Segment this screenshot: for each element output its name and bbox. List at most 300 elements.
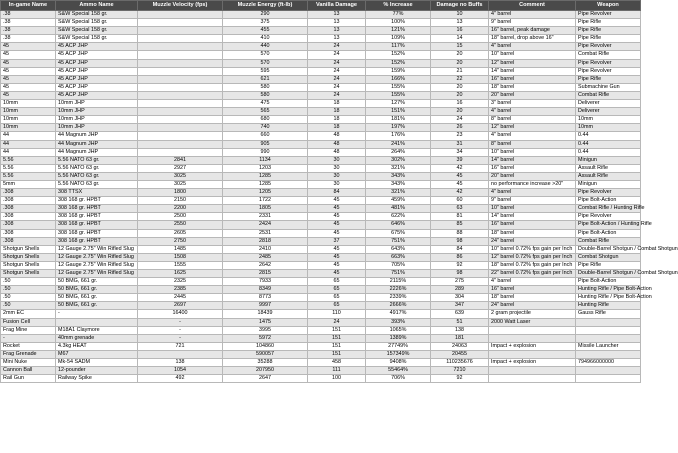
table-cell[interactable]: Pipe Bolt-Action	[576, 278, 641, 286]
table-cell[interactable]: 44	[1, 148, 56, 156]
table-cell[interactable]: 45	[308, 213, 366, 221]
table-cell[interactable]: 12 Gauge 2.75" Win Rifled Slug	[56, 261, 138, 269]
table-cell[interactable]: 740	[223, 124, 308, 132]
table-cell[interactable]: 176%	[366, 132, 431, 140]
table-cell[interactable]: 5.56	[1, 172, 56, 180]
table-cell[interactable]: Rail Gun	[1, 375, 56, 383]
table-cell[interactable]: .308	[1, 205, 56, 213]
table-cell[interactable]: Pipe Rifle	[576, 27, 641, 35]
table-cell[interactable]: 2000 Watt Laser	[489, 318, 576, 326]
table-cell[interactable]: S&W Special 158 gr.	[56, 11, 138, 19]
table-cell[interactable]: 680	[223, 116, 308, 124]
table-cell[interactable]: 794966000000	[576, 359, 641, 367]
table-cell[interactable]: Gauss Rifle	[576, 310, 641, 318]
table-cell[interactable]: Fusion Cell	[1, 318, 56, 326]
table-cell[interactable]: 10" barrel	[489, 51, 576, 59]
table-row[interactable]	[1, 156, 641, 164]
table-cell[interactable]	[489, 326, 576, 334]
table-cell[interactable]: 2226%	[366, 286, 431, 294]
table-row[interactable]	[1, 91, 641, 99]
table-cell[interactable]	[138, 100, 223, 108]
table-cell[interactable]: 138	[138, 359, 223, 367]
table-cell[interactable]: 18" barrel	[489, 83, 576, 91]
table-cell[interactable]: 45	[1, 43, 56, 51]
table-row[interactable]	[1, 11, 641, 19]
table-row[interactable]	[1, 108, 641, 116]
table-row[interactable]	[1, 140, 641, 148]
table-cell[interactable]: 12" barrel	[489, 124, 576, 132]
table-cell[interactable]: Frag Mine	[1, 326, 56, 334]
table-cell[interactable]: 1389%	[366, 334, 431, 342]
table-row[interactable]	[1, 326, 641, 334]
table-cell[interactable]: 197%	[366, 124, 431, 132]
table-cell[interactable]: .50	[1, 278, 56, 286]
table-cell[interactable]: 621	[223, 75, 308, 83]
table-cell[interactable]: 127%	[366, 100, 431, 108]
table-cell[interactable]: 5.56 NATO 63 gr.	[56, 180, 138, 188]
table-cell[interactable]	[138, 19, 223, 27]
table-cell[interactable]: 14" barrel	[489, 156, 576, 164]
table-cell[interactable]: 20	[431, 51, 489, 59]
table-cell[interactable]: Pipe Revolver	[576, 67, 641, 75]
table-cell[interactable]: -	[56, 310, 138, 318]
table-cell[interactable]: 100	[308, 375, 366, 383]
table-cell[interactable]: 24	[308, 75, 366, 83]
table-cell[interactable]: 2115%	[366, 278, 431, 286]
table-cell[interactable]: 5.56	[1, 164, 56, 172]
table-cell[interactable]: Missile Launcher	[576, 342, 641, 350]
table-cell[interactable]: 5.56 NATO 63 gr.	[56, 172, 138, 180]
table-cell[interactable]: 86	[431, 253, 489, 261]
table-cell[interactable]: 16	[431, 27, 489, 35]
table-cell[interactable]	[138, 91, 223, 99]
table-cell[interactable]: 110	[308, 310, 366, 318]
table-cell[interactable]: 2605	[138, 229, 223, 237]
table-cell[interactable]: 304	[431, 294, 489, 302]
table-cell[interactable]: 77%	[366, 11, 431, 19]
table-cell[interactable]: Combat Shotgun	[576, 253, 641, 261]
table-cell[interactable]: 5972	[223, 334, 308, 342]
table-cell[interactable]: Pipe Revolver	[576, 213, 641, 221]
table-cell[interactable]: 347	[431, 302, 489, 310]
table-cell[interactable]: 10mm JHP	[56, 108, 138, 116]
table-cell[interactable]: 55464%	[366, 367, 431, 375]
table-cell[interactable]: 22" barrel 0.72% fps gain per Inch	[489, 270, 576, 278]
table-cell[interactable]: 1555	[138, 261, 223, 269]
table-cell[interactable]: Pipe Revolver	[576, 189, 641, 197]
table-cell[interactable]: 35288	[223, 359, 308, 367]
table-cell[interactable]: 343%	[366, 180, 431, 188]
table-cell[interactable]: 20	[431, 59, 489, 67]
table-cell[interactable]: no performance increase >20"	[489, 180, 576, 188]
table-cell[interactable]: 16" barrel	[489, 221, 576, 229]
table-cell[interactable]: Deliverer	[576, 108, 641, 116]
table-cell[interactable]: 1805	[223, 205, 308, 213]
table-row[interactable]	[1, 213, 641, 221]
table-cell[interactable]: 10mm	[1, 116, 56, 124]
table-cell[interactable]: 30	[308, 156, 366, 164]
table-cell[interactable]: 21	[431, 67, 489, 75]
table-cell[interactable]: 12-pounder	[56, 367, 138, 375]
table-cell[interactable]: 12 Gauge 2.75" Win Rifled Slug	[56, 270, 138, 278]
table-cell[interactable]: 440	[223, 43, 308, 51]
table-cell[interactable]: 16" barrel	[489, 75, 576, 83]
table-cell[interactable]: 8349	[223, 286, 308, 294]
table-cell[interactable]: 9997	[223, 302, 308, 310]
table-cell[interactable]: 110235676	[431, 359, 489, 367]
table-cell[interactable]: 455	[223, 27, 308, 35]
table-cell[interactable]: 109%	[366, 35, 431, 43]
table-cell[interactable]: 45	[308, 205, 366, 213]
table-cell[interactable]: Combat Rifle	[576, 91, 641, 99]
column-header[interactable]: Muzzle Velocity (fps)	[138, 1, 223, 11]
table-cell[interactable]: .308	[1, 221, 56, 229]
table-cell[interactable]: 2531	[223, 229, 308, 237]
table-cell[interactable]	[576, 375, 641, 383]
table-cell[interactable]: .50	[1, 286, 56, 294]
table-cell[interactable]	[576, 326, 641, 334]
table-cell[interactable]: 48	[308, 140, 366, 148]
table-cell[interactable]	[138, 83, 223, 91]
table-cell[interactable]: 570	[223, 51, 308, 59]
table-cell[interactable]: 321%	[366, 164, 431, 172]
table-cell[interactable]: 10mm	[1, 108, 56, 116]
table-cell[interactable]: 1285	[223, 172, 308, 180]
table-cell[interactable]: 308 168 gr. HPBT	[56, 229, 138, 237]
table-cell[interactable]: 4" barrel	[489, 11, 576, 19]
table-cell[interactable]: 42	[431, 164, 489, 172]
table-cell[interactable]: 155%	[366, 83, 431, 91]
column-header[interactable]: Vanilla Damage	[308, 1, 366, 11]
table-cell[interactable]: 458	[308, 359, 366, 367]
table-cell[interactable]: 2325	[138, 278, 223, 286]
table-cell[interactable]: 1054	[138, 367, 223, 375]
table-cell[interactable]: .308	[1, 237, 56, 245]
table-cell[interactable]: 706%	[366, 375, 431, 383]
table-cell[interactable]: S&W Special 158 gr.	[56, 27, 138, 35]
table-cell[interactable]: 13	[308, 11, 366, 19]
table-cell[interactable]: 13	[308, 19, 366, 27]
table-row[interactable]	[1, 278, 641, 286]
table-row[interactable]	[1, 245, 641, 253]
table-row[interactable]	[1, 350, 641, 358]
table-cell[interactable]: 308 168 gr. HPBT	[56, 221, 138, 229]
table-cell[interactable]: Mk-54 SADM	[56, 359, 138, 367]
table-cell[interactable]: 10" barrel	[489, 148, 576, 156]
table-cell[interactable]: 138	[431, 326, 489, 334]
table-row[interactable]	[1, 67, 641, 75]
table-cell[interactable]: 2200	[138, 205, 223, 213]
table-row[interactable]	[1, 116, 641, 124]
table-cell[interactable]: 45	[308, 270, 366, 278]
table-cell[interactable]: 2mm EC	[1, 310, 56, 318]
table-cell[interactable]: 343%	[366, 172, 431, 180]
table-cell[interactable]: 5.56 NATO 63 gr.	[56, 156, 138, 164]
table-cell[interactable]	[138, 116, 223, 124]
table-cell[interactable]: 45 ACP JHP	[56, 83, 138, 91]
table-cell[interactable]: 705%	[366, 261, 431, 269]
table-cell[interactable]	[489, 375, 576, 383]
table-cell[interactable]: 1065%	[366, 326, 431, 334]
column-header[interactable]: Damage no Buffs	[431, 1, 489, 11]
table-cell[interactable]: Hunting Rifle	[576, 302, 641, 310]
table-cell[interactable]: 65	[308, 278, 366, 286]
table-cell[interactable]: 308 168 gr. HPBT	[56, 237, 138, 245]
table-cell[interactable]: 45 ACP JHP	[56, 75, 138, 83]
table-cell[interactable]: 4" barrel	[489, 132, 576, 140]
table-cell[interactable]: 18	[308, 108, 366, 116]
table-row[interactable]	[1, 237, 641, 245]
table-row[interactable]	[1, 164, 641, 172]
table-cell[interactable]: 39	[431, 156, 489, 164]
table-cell[interactable]: 20" barrel	[489, 91, 576, 99]
table-cell[interactable]: 51	[431, 318, 489, 326]
table-cell[interactable]: 48	[308, 132, 366, 140]
table-cell[interactable]: 308 168 gr. HPBT	[56, 205, 138, 213]
table-row[interactable]	[1, 359, 641, 367]
table-cell[interactable]: 45	[1, 83, 56, 91]
table-cell[interactable]	[576, 318, 641, 326]
table-cell[interactable]: 151	[308, 326, 366, 334]
table-cell[interactable]: 1203	[223, 164, 308, 172]
table-cell[interactable]: 4917%	[366, 310, 431, 318]
table-cell[interactable]: 24" barrel	[489, 302, 576, 310]
table-cell[interactable]: 151	[308, 334, 366, 342]
table-cell[interactable]: 117%	[366, 43, 431, 51]
table-cell[interactable]: 88	[431, 229, 489, 237]
table-cell[interactable]	[138, 51, 223, 59]
table-cell[interactable]	[138, 132, 223, 140]
table-cell[interactable]: 290	[223, 11, 308, 19]
table-row[interactable]	[1, 367, 641, 375]
table-cell[interactable]: Pipe Bolt-Action / Hunting Rifle	[576, 221, 641, 229]
table-cell[interactable]: 65	[308, 294, 366, 302]
table-cell[interactable]: 13	[308, 27, 366, 35]
table-cell[interactable]: 3" barrel	[489, 100, 576, 108]
table-cell[interactable]: Pipe Bolt-Action	[576, 229, 641, 237]
table-cell[interactable]: 2841	[138, 156, 223, 164]
table-row[interactable]	[1, 270, 641, 278]
table-cell[interactable]: 45 ACP JHP	[56, 59, 138, 67]
table-row[interactable]	[1, 253, 641, 261]
table-cell[interactable]: 2410	[223, 245, 308, 253]
table-cell[interactable]: 24	[308, 59, 366, 67]
table-cell[interactable]: Deliverer	[576, 100, 641, 108]
table-cell[interactable]: Combat Rifle / Hunting Rifle	[576, 205, 641, 213]
table-cell[interactable]: 10" barrel	[489, 205, 576, 213]
table-cell[interactable]: Hunting Rifle / Pipe Bolt-Action	[576, 294, 641, 302]
table-cell[interactable]: 152%	[366, 51, 431, 59]
table-cell[interactable]: 1285	[223, 180, 308, 188]
table-cell[interactable]: 24	[308, 318, 366, 326]
table-cell[interactable]: 27749%	[366, 342, 431, 350]
table-cell[interactable]: 44 Magnum JHP	[56, 140, 138, 148]
table-cell[interactable]: 45	[1, 51, 56, 59]
table-cell[interactable]: 721	[138, 342, 223, 350]
table-cell[interactable]: 2815	[223, 270, 308, 278]
table-cell[interactable]: 1625	[138, 270, 223, 278]
table-cell[interactable]: 459%	[366, 197, 431, 205]
table-cell[interactable]: 9" barrel	[489, 19, 576, 27]
table-cell[interactable]: 580	[223, 83, 308, 91]
table-cell[interactable]: -	[138, 318, 223, 326]
table-row[interactable]	[1, 148, 641, 156]
table-cell[interactable]: 45	[308, 253, 366, 261]
table-cell[interactable]	[138, 140, 223, 148]
table-cell[interactable]: 643%	[366, 245, 431, 253]
table-cell[interactable]: 34	[431, 148, 489, 156]
table-row[interactable]	[1, 229, 641, 237]
table-cell[interactable]: 264%	[366, 148, 431, 156]
table-row[interactable]	[1, 180, 641, 188]
table-cell[interactable]: Shotgun Shells	[1, 270, 56, 278]
table-cell[interactable]: 45 ACP JHP	[56, 91, 138, 99]
table-cell[interactable]: 26	[431, 124, 489, 132]
table-cell[interactable]: 1508	[138, 253, 223, 261]
table-cell[interactable]: 45	[308, 221, 366, 229]
table-row[interactable]	[1, 35, 641, 43]
table-cell[interactable]: -	[138, 326, 223, 334]
table-cell[interactable]: 8" barrel	[489, 140, 576, 148]
table-cell[interactable]: 2445	[138, 294, 223, 302]
table-cell[interactable]: 10mm JHP	[56, 116, 138, 124]
table-cell[interactable]: 663%	[366, 253, 431, 261]
table-cell[interactable]: .38	[1, 27, 56, 35]
column-header[interactable]: % Increase	[366, 1, 431, 11]
table-cell[interactable]: .308	[1, 229, 56, 237]
table-cell[interactable]: .50	[1, 294, 56, 302]
table-cell[interactable]: 18	[308, 124, 366, 132]
table-row[interactable]	[1, 83, 641, 91]
table-cell[interactable]: 31	[431, 140, 489, 148]
table-cell[interactable]: 2485	[223, 253, 308, 261]
table-cell[interactable]: 16	[431, 100, 489, 108]
table-cell[interactable]: 289	[431, 286, 489, 294]
table-cell[interactable]: 12" barrel	[489, 59, 576, 67]
table-cell[interactable]: 481%	[366, 205, 431, 213]
table-row[interactable]	[1, 172, 641, 180]
table-cell[interactable]: 85	[431, 221, 489, 229]
table-cell[interactable]: Pipe Rifle	[576, 261, 641, 269]
table-cell[interactable]: 570	[223, 59, 308, 67]
column-header[interactable]: Weapon	[576, 1, 641, 11]
table-cell[interactable]: Mini Nuke	[1, 359, 56, 367]
table-cell[interactable]: 12 Gauge 2.75" Win Rifled Slug	[56, 253, 138, 261]
table-cell[interactable]: 60	[431, 197, 489, 205]
table-cell[interactable]: 42	[431, 189, 489, 197]
table-cell[interactable]: 98	[431, 270, 489, 278]
table-cell[interactable]: 1800	[138, 189, 223, 197]
table-cell[interactable]: 111	[308, 367, 366, 375]
table-cell[interactable]: 2927	[138, 164, 223, 172]
table-cell[interactable]: 181%	[366, 116, 431, 124]
table-cell[interactable]: 2331	[223, 213, 308, 221]
table-cell[interactable]: 45	[1, 91, 56, 99]
table-cell[interactable]: Combat Rifle	[576, 237, 641, 245]
table-row[interactable]	[1, 27, 641, 35]
table-cell[interactable]: Cannon Ball	[1, 367, 56, 375]
table-cell[interactable]: 13	[431, 19, 489, 27]
table-cell[interactable]: 45 ACP JHP	[56, 43, 138, 51]
table-cell[interactable]: Rocket	[1, 342, 56, 350]
table-cell[interactable]: 104860	[223, 342, 308, 350]
table-cell[interactable]: 905	[223, 140, 308, 148]
table-cell[interactable]: 18	[308, 100, 366, 108]
table-cell[interactable]: 13	[308, 35, 366, 43]
table-row[interactable]	[1, 197, 641, 205]
table-cell[interactable]: 2666%	[366, 302, 431, 310]
table-cell[interactable]: 45	[431, 180, 489, 188]
table-cell[interactable]: Shotgun Shells	[1, 245, 56, 253]
column-header[interactable]: Ammo Name	[56, 1, 138, 11]
table-cell[interactable]: 2339%	[366, 294, 431, 302]
table-cell[interactable]: 18" barrel 0.72% fps gain per Inch	[489, 261, 576, 269]
table-cell[interactable]: -	[1, 334, 56, 342]
table-cell[interactable]: 565	[223, 108, 308, 116]
table-cell[interactable]: 660	[223, 132, 308, 140]
table-cell[interactable]: 45	[1, 75, 56, 83]
table-cell[interactable]: 151	[308, 350, 366, 358]
table-cell[interactable]: 16" barrel	[489, 164, 576, 172]
table-cell[interactable]: Double-Barrel Shotgun / Combat Shotgun	[576, 245, 641, 253]
table-row[interactable]	[1, 100, 641, 108]
table-cell[interactable]: M18A1 Claymore	[56, 326, 138, 334]
table-cell[interactable]: 24	[308, 43, 366, 51]
table-cell[interactable]: 30	[308, 180, 366, 188]
table-cell[interactable]: 20" barrel	[489, 172, 576, 180]
table-cell[interactable]: Pipe Revolver	[576, 43, 641, 51]
table-cell[interactable]: 2642	[223, 261, 308, 269]
table-cell[interactable]: 12" barrel 0.72% fps gain per Inch	[489, 253, 576, 261]
table-cell[interactable]: 50 BMG, 661 gr.	[56, 302, 138, 310]
table-cell[interactable]: 18" barrel, drop above 16"	[489, 35, 576, 43]
table-cell[interactable]: 24	[308, 83, 366, 91]
table-cell[interactable]: 2424	[223, 221, 308, 229]
table-cell[interactable]: 2750	[138, 237, 223, 245]
table-cell[interactable]: Pipe Revolver	[576, 11, 641, 19]
table-cell[interactable]: 321%	[366, 189, 431, 197]
table-cell[interactable]: 18439	[223, 310, 308, 318]
table-cell[interactable]: 92	[431, 375, 489, 383]
table-cell[interactable]: 646%	[366, 221, 431, 229]
table-row[interactable]	[1, 221, 641, 229]
table-cell[interactable]: Double-Barrel Shotgun / Combat Shotgun	[576, 270, 641, 278]
table-cell[interactable]: 24	[431, 116, 489, 124]
table-cell[interactable]: 16400	[138, 310, 223, 318]
table-cell[interactable]: 84	[308, 189, 366, 197]
table-cell[interactable]: 2500	[138, 213, 223, 221]
table-cell[interactable]: 2385	[138, 286, 223, 294]
table-cell[interactable]: Assault Rifle	[576, 164, 641, 172]
table-cell[interactable]: 2647	[223, 375, 308, 383]
table-cell[interactable]: 3995	[223, 326, 308, 334]
table-cell[interactable]: 751%	[366, 237, 431, 245]
table-cell[interactable]: 4" barrel	[489, 189, 576, 197]
table-cell[interactable]: 63	[431, 205, 489, 213]
table-row[interactable]	[1, 342, 641, 350]
table-cell[interactable]: .38	[1, 35, 56, 43]
table-cell[interactable]	[138, 43, 223, 51]
table-cell[interactable]: 24	[308, 51, 366, 59]
table-cell[interactable]: 14" barrel	[489, 67, 576, 75]
table-cell[interactable]: 45	[308, 245, 366, 253]
table-cell[interactable]: 45	[308, 197, 366, 205]
table-cell[interactable]: 18	[308, 116, 366, 124]
table-cell[interactable]: 10mm	[1, 100, 56, 108]
table-cell[interactable]: 10" barrel 0.72% fps gain per Inch	[489, 245, 576, 253]
table-cell[interactable]: 4" barrel	[489, 278, 576, 286]
table-cell[interactable]: 44	[1, 140, 56, 148]
